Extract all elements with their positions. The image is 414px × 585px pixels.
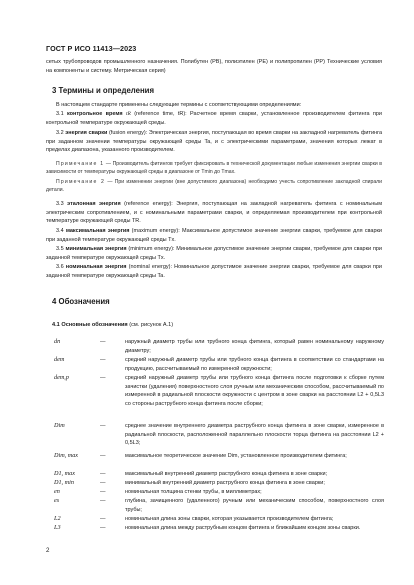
symbol-definition: средний наружный диаметр трубы или трубного конца фитинга в соответствии со стандартами на продукцию, рассчитываемый по измеренной окружности; — [125, 357, 384, 372]
term-3-5-name: минимальная энергия — [65, 246, 127, 252]
symbol: dn — [54, 338, 61, 345]
note-1: Примечание 1 — Производитель фитингов требует фиксировать в технической документации любые изменения энергии сварки в зависимости от температуры окружающей среды в диапазоне от Tmin до Tmax. — [46, 161, 382, 176]
term-3-5: 3.5 минимальная энергия (minimum energy): Минимальное допустимое значение энергии сварки, требуемое для сварки при заданной температуре окружающей среды Tx. — [46, 246, 382, 261]
symbol: es — [54, 497, 60, 504]
standard-header: ГОСТ Р ИСО 11413—2023 — [46, 44, 137, 53]
section-4-title: 4 Обозначения — [52, 297, 110, 306]
symbol: dem — [54, 356, 65, 363]
document-page: ГОСТ Р ИСО 11413—2023 сетых трубопроводов промышленного назначения. Полибутен (PB), полиэтилен (PE) и полипропилен (PP) Технические условия на компоненты и систему. Метрическая серия) 3 Термины и определения В настоящем стандарте применены следующие термины с соответствующими определениями: 3.1 контрольное время tR (reference time, tR): Расчетное время сварки, установленное производителем фитинга при контрольной температуре окружающей среды. 3.2 энергия сварки (fusion energy): Электрическая энергия, поступающая во время сварки на закладной нагреватель фитинга при заданном значении температуры окружающей среды Ta, и с электрическими параметрами, значения которых лежат в пределах диапазона, указанного производителем. Примечание 1 — Производитель фитингов требует фиксировать в технической документации любые изменения энергии сварки в зависимости от температуры окружающей среды в диапазоне от Tmin до Tmax. Примечание 2 — При изменении энергии (вне допустимого диапазона) необходимо учесть сопротивление закладной спирали детали. 3.3 эталонная энергия (reference energy): Энергия, поступающая на закладной нагреватель фитинга с номинальным электрическим сопротивлением, и с номинальными параметрами сварки, и определяемая производителем при контрольной температуре окружающей среды TR. 3.4 максимальная энергия (maximum energy): Максимальное допустимое значение энергии сварки, требуемое для сварки при заданной температуре окружающей среды Tx. 3.5 минимальная энергия (minimum energy): Минимальное допустимое значение энергии сварки, требуемое для сварки при заданной температуре окружающей среды Tx. 3.6 номинальная энергия (nominal energy): Номинальное допустимое значение энергии сварки, требуемое для сварки при заданной температуре окружающей среды Ta. 4 Обозначения 4.1 Основные обозначения (см. рисунок А.1) dn — наружный диаметр трубы или трубного конца фитинга, который равен номинальному наружному диаметру; dem — средний наружный диаметр трубы или трубного конца фитинга в соответствии со стандартами на продукцию, рассчитываемый по измеренной окружности; dem,p — средний наружный диаметр трубы или трубного конца фитинга после подготовки к сборке путем зачистки (удаления) поверхностного слоя ручным или механическим способом, рассчитываемый по измеренной в радиальной плоскости окружности с центром в зоне сварки на расстоянии L2 + 0,5L3 со стороны раструбного конца фитинга после сборки; Dim — среднее значение внутреннего диаметра раструбного конца фитинга в зоне сварки, измеренное в радиальной плоскости, расположенной параллельно плоскости торца фитинга на расстоянии L2 + 0,5L3; Dim, max — максимальное теоретическое значение Dim, установленное производителем фитинга; D1, max — максимальный внутренний диаметр раструбного конца фитинга в зоне сварки; D1, min — минимальный внутренний диаметр раструбного конца фитинга в зоне сварки; en — номинальная толщина стенки трубы, в миллиметрах; es — глубина, зачищенного (удаленного) ручным или механическим способом, поверхностного слоя трубы; L2 — номинальная длина зоны сварки, которая указывается производителем фитинга; L3 — номинальная длина между раструбным концом фитинга и ближайшим концом зоны сварки. 2 — [46, 44, 384, 554]
section-3-lead: В настоящем стандарте применены следующие термины с соответствующими определениями: — [56, 102, 302, 108]
symbol-definition: номинальная толщина стенки трубы, в миллиметрах; — [125, 489, 262, 495]
symbol-definition: номинальная длина зоны сварки, которая указывается производителем фитинга; — [125, 516, 334, 522]
term-3-6-name: номинальная энергия — [65, 264, 127, 270]
symbol: dem,p — [54, 374, 69, 381]
symbol-definition: номинальная длина между раструбным концом фитинга и ближайшим концом зоны сварки. — [125, 525, 361, 531]
intro-paragraph: сетых трубопроводов промышленного назначения. Полибутен (PB), полиэтилен (PE) и полипропилен (PP) Технические условия на компоненты и систему. Метрическая серия) — [46, 59, 382, 74]
term-3-3: 3.3 эталонная энергия (reference energy): Энергия, поступающая на закладной нагреватель фитинга с номинальным электрическим сопротивлением, и с номинальными параметрами сварки, и определяемая производителем при контрольной температуре окружающей среды TR. — [46, 201, 383, 225]
symbol-definition: минимальный внутренний диаметр раструбного конца фитинга в зоне сварки; — [125, 480, 325, 486]
symbol: L3 — [54, 524, 61, 531]
symbol-definition: среднее значение внутреннего диаметра раструбного конца фитинга в зоне сварки, измеренное в радиальной плоскости, расположенной параллельно плоскости торца фитинга на расстоянии L2 + 0,5L3; — [125, 423, 384, 447]
symbol-definition: глубина, зачищенного (удаленного) ручным или механическим способом, поверхностного слоя трубы; — [125, 498, 384, 513]
section-3-title: 3 Термины и определения — [52, 86, 155, 95]
symbol: L2 — [54, 515, 61, 522]
term-3-1: 3.1 контрольное время tR (reference time, tR): Расчетное время сварки, установленное производителем фитинга при контрольной температуре окружающей среды. — [46, 111, 382, 126]
term-3-3-name: эталонная энергия — [67, 201, 121, 207]
page-number: 2 — [46, 547, 50, 554]
symbol: Dim — [54, 422, 65, 429]
subsection-4-1-title: Основные обозначения — [61, 322, 128, 328]
term-3-1-name: контрольное время — [67, 111, 123, 117]
term-3-4-name: максимальная энергия — [65, 228, 130, 234]
term-3-2-name: энергия сварки — [65, 130, 108, 136]
subsection-4-1-heading: 4.1 Основные обозначения (см. рисунок А.1) — [52, 322, 174, 328]
symbol: Dim, max — [54, 452, 79, 459]
symbol: D1, max — [54, 470, 75, 477]
symbol: D1, min — [54, 479, 74, 486]
term-3-4: 3.4 максимальная энергия (maximum energy): Максимальное допустимое значение энергии сварки, требуемое для сварки при заданной температуре окружающей среды Tx. — [46, 228, 382, 243]
note-2: Примечание 2 — При изменении энергии (вне допустимого диапазона) необходимо учесть сопротивление закладной спирали детали. — [46, 179, 382, 194]
term-3-2: 3.2 энергия сварки (fusion energy): Электрическая энергия, поступающая во время сварки на закладной нагреватель фитинга при заданном значении температуры окружающей среды Ta, и с электрическими параметрами, значения которых лежат в пределах диапазона, указанного производителем. — [46, 130, 383, 154]
symbol-definition: наружный диаметр трубы или трубного конца фитинга, который равен номинальному наружному диаметру; — [125, 339, 384, 354]
symbol-definition: максимальный внутренний диаметр раструбного конца фитинга в зоне сварки; — [125, 471, 328, 477]
symbol: en — [54, 488, 60, 495]
symbol-definition: максимальное теоретическое значение Dim, установленное производителем фитинга; — [125, 453, 347, 459]
term-3-6: 3.6 номинальная энергия (nominal energy): Номинальное допустимое значение энергии сварки, требуемое для сварки при заданной температуре окружающей среды Ta. — [46, 264, 383, 279]
term-3-1-symbol: tR — [125, 111, 131, 117]
symbol-definition: средний наружный диаметр трубы или трубного конца фитинга после подготовки к сборке путем зачистки (удаления) поверхностного слоя ручным или механическим способом, рассчитываемый по измеренной в радиальной плоскости окружности с центром в зоне сварки на расстоянии L2 + 0,5L3 со стороны раструбного конца фитинга после сборки; — [125, 375, 384, 407]
